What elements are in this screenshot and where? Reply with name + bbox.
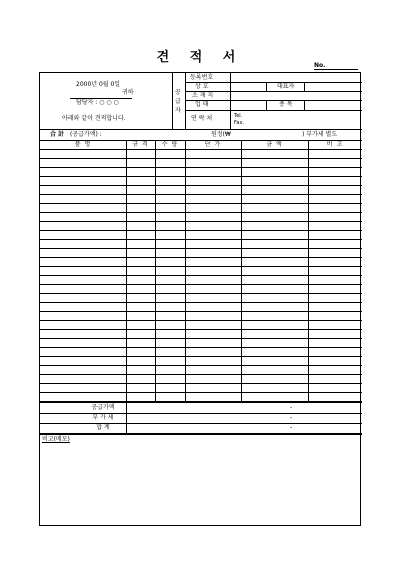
table-row bbox=[40, 248, 362, 249]
column-header: 비 고 bbox=[326, 141, 344, 148]
summary-label: 부 가 세 bbox=[92, 414, 114, 421]
total-label: 合 計 bbox=[50, 131, 65, 138]
column-header: 규 격 bbox=[132, 141, 149, 148]
table-row bbox=[40, 167, 362, 168]
table-row bbox=[40, 338, 362, 339]
reg-no-label: 등록번호 bbox=[190, 74, 214, 81]
summary-label: 합 계 bbox=[96, 424, 110, 431]
row-divider bbox=[40, 149, 362, 150]
estimate-statement: 아래와 같이 견적합니다. bbox=[62, 115, 126, 122]
column-divider bbox=[185, 140, 186, 401]
estimate-date: 2000년 0월 0일 bbox=[76, 81, 121, 88]
business-type-label: 업 태 bbox=[195, 101, 209, 108]
vat-note: ) 부가세 별도 bbox=[302, 131, 338, 138]
memo-label: 비고(메모) bbox=[42, 436, 70, 443]
tel-label: Tel. bbox=[234, 113, 243, 119]
table-row bbox=[40, 284, 362, 285]
fax-label: Fax. bbox=[234, 120, 245, 126]
rep-label: 대표자 bbox=[277, 83, 295, 90]
table-row bbox=[40, 302, 362, 303]
table-row bbox=[40, 239, 362, 240]
table-row bbox=[40, 275, 362, 276]
company-label: 상 호 bbox=[195, 83, 209, 90]
table-row bbox=[40, 194, 362, 195]
table-row bbox=[40, 356, 362, 357]
table-row bbox=[40, 230, 362, 231]
item-type-label: 종 목 bbox=[279, 101, 293, 108]
table-row bbox=[40, 311, 362, 312]
contact-label: 연 락 처 bbox=[191, 115, 213, 122]
table-row bbox=[40, 365, 362, 366]
column-header: 금 액 bbox=[266, 141, 283, 148]
table-row bbox=[40, 374, 362, 375]
table-row bbox=[40, 257, 362, 258]
table-row bbox=[40, 176, 362, 177]
summary-value: - bbox=[290, 404, 293, 411]
summary-label: 공급가액 bbox=[91, 404, 115, 411]
table-row bbox=[40, 347, 362, 348]
table-row bbox=[40, 329, 362, 330]
table-row bbox=[40, 392, 362, 393]
document-title: 견 적 서 bbox=[156, 50, 244, 65]
memo-divider bbox=[40, 434, 362, 435]
won-label: 원정(₩ bbox=[211, 131, 231, 138]
table-row bbox=[40, 320, 362, 321]
honorific: 귀하 bbox=[122, 89, 134, 96]
supplier-label: 공 급 자 bbox=[175, 89, 181, 114]
column-header: 단 가 bbox=[204, 141, 222, 148]
table-row bbox=[40, 212, 362, 213]
estimate-form bbox=[39, 72, 361, 526]
column-divider bbox=[126, 140, 127, 401]
summary-divider bbox=[40, 402, 362, 403]
summary-value: - bbox=[290, 414, 293, 421]
table-row bbox=[40, 203, 362, 204]
column-header: 수 량 bbox=[161, 141, 179, 148]
manager-name: 담당자 : ○ ○ ○ bbox=[76, 99, 119, 106]
table-row bbox=[40, 383, 362, 384]
column-divider bbox=[155, 140, 156, 401]
table-row bbox=[40, 185, 362, 186]
address-label: 소 재 지 bbox=[192, 92, 214, 99]
document-number-label: No. bbox=[314, 62, 358, 70]
table-row bbox=[40, 158, 362, 159]
column-header: 품 명 bbox=[74, 141, 92, 148]
summary-column-divider bbox=[126, 403, 127, 433]
column-divider bbox=[308, 140, 309, 401]
summary-value: - bbox=[290, 424, 293, 431]
column-divider bbox=[241, 140, 242, 401]
header-divider bbox=[172, 73, 173, 129]
table-row bbox=[40, 293, 362, 294]
supply-note: (공급가액) : bbox=[70, 131, 102, 138]
table-row bbox=[40, 266, 362, 267]
table-row bbox=[40, 221, 362, 222]
